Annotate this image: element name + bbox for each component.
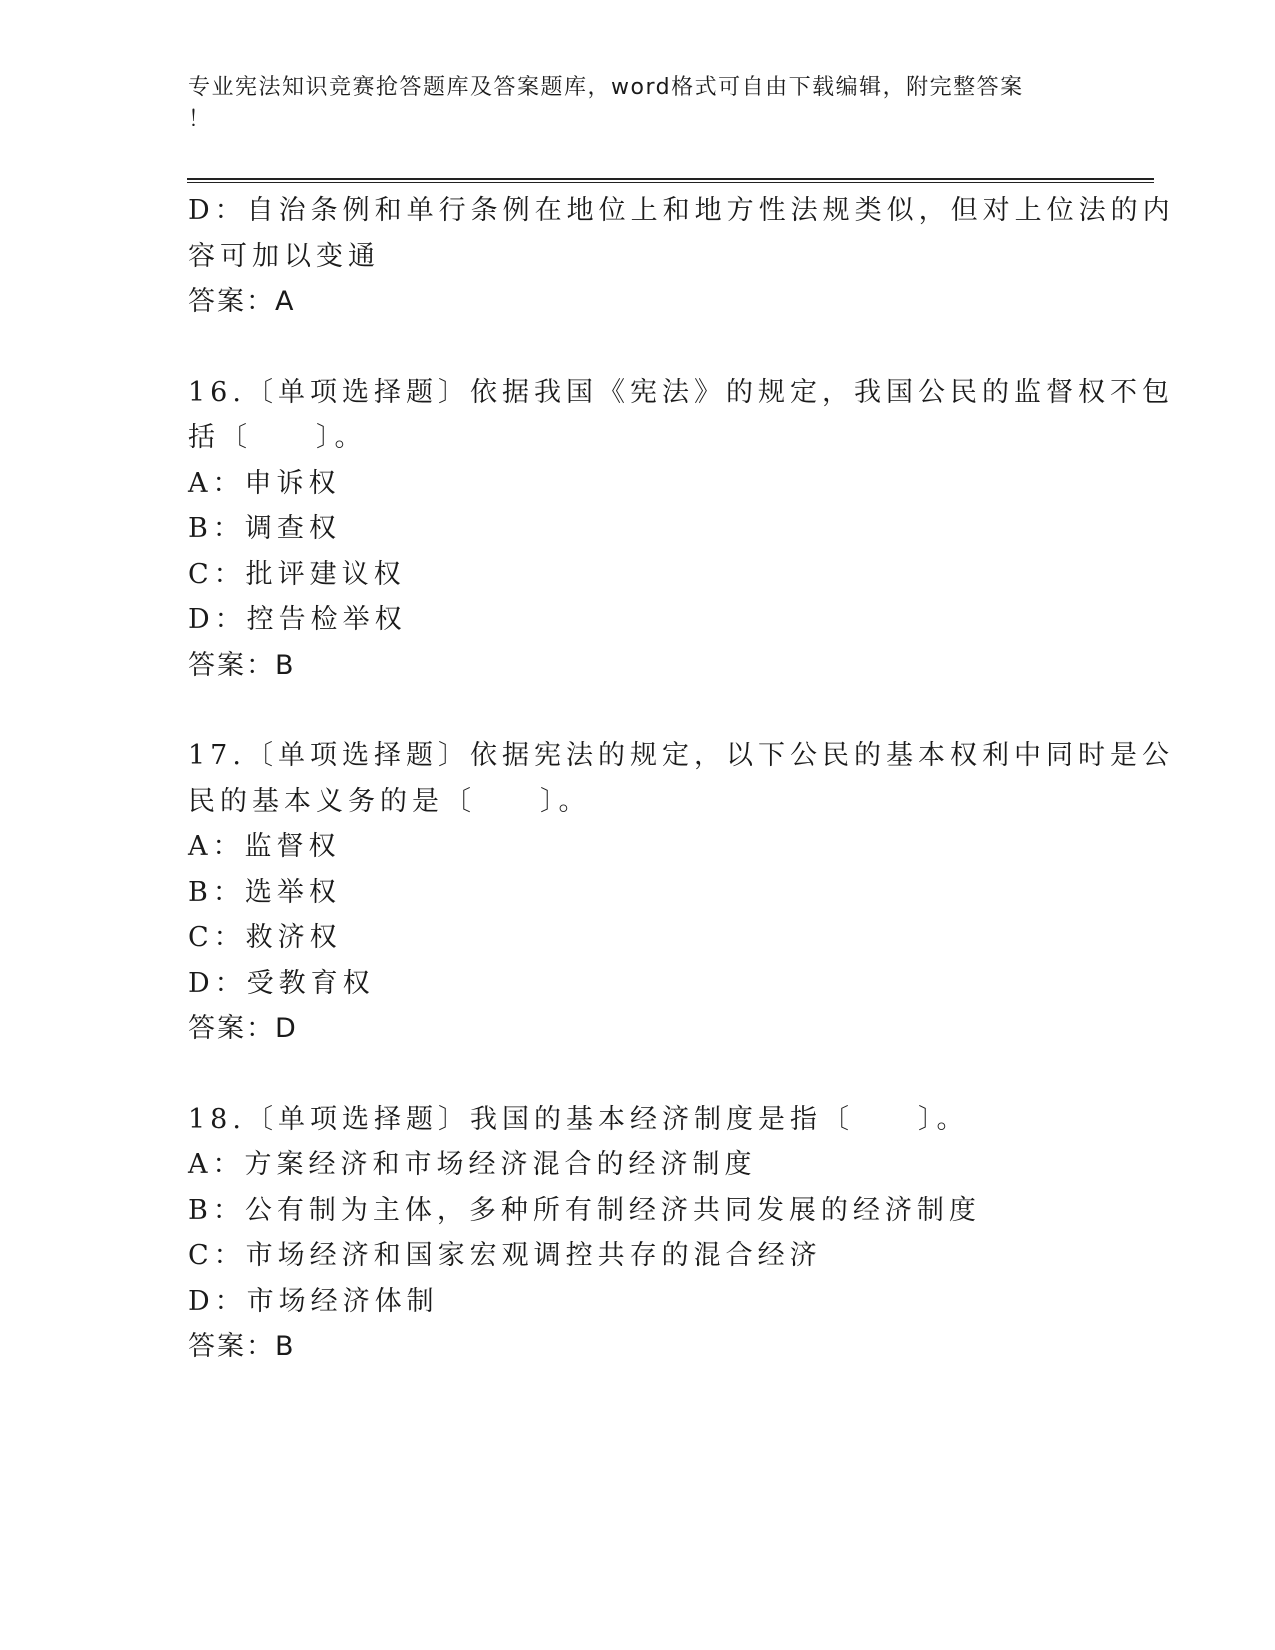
option-d: D：自治条例和单行条例在地位上和地方性法规类似，但对上位法的内	[188, 195, 1175, 226]
option-b: B：公有制为主体，多种所有制经济共同发展的经济制度	[188, 1194, 981, 1226]
question-16	[188, 370, 1174, 689]
answer-line: 答案：B	[188, 1331, 296, 1362]
option-a: A：方案经济和市场经济混合的经济制度	[188, 1149, 757, 1180]
option-d: D：市场经济体制	[188, 1285, 439, 1317]
option-d: D：控告检举权	[188, 604, 407, 635]
option-b: B：选举权	[188, 876, 341, 908]
option-c: C：批评建议权	[188, 558, 406, 590]
option-a: A：申诉权	[188, 467, 341, 499]
document-body	[188, 188, 1175, 1370]
question-17	[188, 733, 1174, 1052]
option-c: C：救济权	[188, 922, 342, 953]
header-divider	[187, 178, 1154, 183]
question-18	[188, 1097, 1088, 1370]
question-stem-continued: 括〔 〕。	[188, 422, 367, 453]
answer-line: 答案：A	[188, 286, 296, 317]
option-c: C：市场经济和国家宏观调控共存的混合经济	[188, 1240, 822, 1271]
question-stem-continued: 民的基本义务的是〔 〕。	[188, 785, 591, 817]
header-title-line-1: 专业宪法知识竞赛抢答题库及答案题库，word格式可自由下载编辑，附完整答案	[188, 75, 1024, 100]
option-d: D：受教育权	[188, 967, 375, 999]
answer-line: 答案：D	[188, 1013, 298, 1044]
page-header	[188, 72, 1088, 136]
question-stem: 16.〔单项选择题〕依据我国《宪法》的规定，我国公民的监督权不包	[188, 376, 1174, 408]
option-b: B：调查权	[188, 513, 341, 544]
option-a: A：监督权	[188, 831, 341, 862]
question-stem: 18.〔单项选择题〕我国的基本经济制度是指〔 〕。	[188, 1103, 969, 1135]
answer-line: 答案：B	[188, 649, 296, 681]
option-d-continued: 容可加以变通	[188, 240, 380, 272]
carryover-question	[188, 188, 1175, 325]
question-stem: 17.〔单项选择题〕依据宪法的规定，以下公民的基本权利中同时是公	[188, 740, 1174, 771]
header-title-line-2: ！	[188, 107, 212, 132]
